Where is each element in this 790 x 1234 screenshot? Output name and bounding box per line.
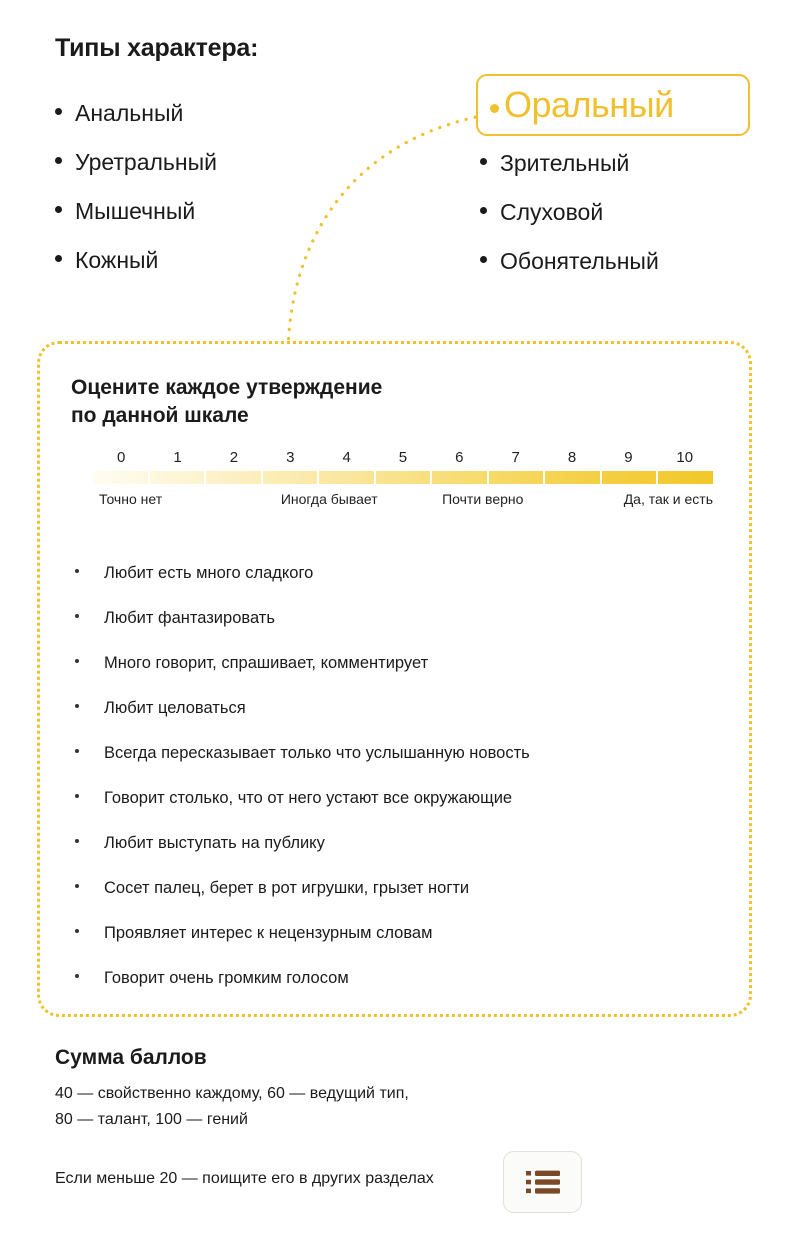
- bullet-dot-icon: [75, 659, 79, 663]
- bullet-dot-icon: [480, 158, 487, 165]
- bullet-dot-icon: [75, 884, 79, 888]
- quiz-instruction-line1: Оцените каждое утверждение: [71, 376, 383, 399]
- quiz-instruction: [71, 374, 382, 431]
- character-types-left-column: [55, 100, 217, 296]
- statement-text: Любит целоваться: [104, 699, 246, 717]
- scale-segment[interactable]: [602, 471, 659, 484]
- score-summary-title: Сумма баллов: [55, 1046, 207, 1069]
- page-title: Типы характера:: [55, 34, 259, 62]
- bullet-dot-icon: [75, 569, 79, 573]
- type-label: Кожный: [75, 247, 159, 273]
- scale-segment[interactable]: [489, 471, 546, 484]
- bullet-dot-icon: [55, 206, 62, 213]
- statement-text: Любит фантазировать: [104, 609, 275, 627]
- statement-text: Проявляет интерес к нецензурным словам: [104, 924, 433, 942]
- type-item-sluhovoy[interactable]: [480, 199, 659, 226]
- statement-text: Говорит очень громким голосом: [104, 969, 349, 987]
- statement-item[interactable]: [70, 789, 729, 834]
- type-label-oralny: Оральный: [504, 84, 674, 125]
- statement-text: Любит есть много сладкого: [104, 564, 314, 582]
- scale-number: 10: [676, 449, 694, 466]
- bullet-dot-icon: [75, 704, 79, 708]
- type-item-uretralny[interactable]: [55, 149, 217, 176]
- scale-number: 4: [342, 449, 351, 466]
- scale-segment[interactable]: [206, 471, 263, 484]
- bullet-dot-icon: [75, 614, 79, 618]
- bullet-dot-icon: [490, 104, 499, 113]
- type-item-obonyatelny[interactable]: [480, 248, 659, 275]
- scale-number: 6: [455, 449, 464, 466]
- statement-text: Много говорит, спрашивает, комментирует: [104, 654, 429, 672]
- bullet-dot-icon: [75, 839, 79, 843]
- score-summary-text: [55, 1081, 409, 1132]
- rating-scale-numbers: [93, 449, 713, 466]
- bullet-dot-icon: [75, 929, 79, 933]
- type-item-oralny-selected[interactable]: [476, 74, 750, 136]
- character-types-right-column: [480, 150, 659, 297]
- rating-scale: [93, 449, 713, 507]
- type-item-zritelny[interactable]: [480, 150, 659, 177]
- scale-segment[interactable]: [658, 471, 713, 484]
- statement-text: Любит выступать на публику: [104, 834, 325, 852]
- bullet-dot-icon: [55, 157, 62, 164]
- scale-number: 8: [567, 449, 577, 466]
- type-item-analny[interactable]: [55, 100, 217, 127]
- statement-item[interactable]: [70, 834, 729, 879]
- scale-number: 3: [286, 449, 295, 466]
- scale-number: 2: [229, 449, 239, 466]
- bullet-dot-icon: [55, 108, 62, 115]
- statement-text: Всегда пересказывает только что услышанную новость: [104, 744, 530, 762]
- rating-scale-bar[interactable]: [93, 471, 713, 484]
- rating-scale-labels: [93, 491, 713, 507]
- scale-segment[interactable]: [150, 471, 207, 484]
- statement-item[interactable]: [70, 609, 729, 654]
- scale-segment[interactable]: [376, 471, 433, 484]
- low-score-hint: Если меньше 20 — поищите его в других разделах: [55, 1170, 434, 1187]
- type-item-myshechny[interactable]: [55, 198, 217, 225]
- score-summary-line2: 80 — талант, 100 — гений: [55, 1110, 248, 1128]
- scale-segment[interactable]: [319, 471, 376, 484]
- scale-segment[interactable]: [545, 471, 602, 484]
- list-icon: [526, 1169, 560, 1195]
- statement-item[interactable]: [70, 654, 729, 699]
- sections-list-button[interactable]: [503, 1151, 582, 1213]
- scale-number: 7: [511, 449, 520, 466]
- statement-item[interactable]: [70, 924, 729, 969]
- statement-item[interactable]: [70, 699, 729, 744]
- bullet-dot-icon: [75, 974, 79, 978]
- bullet-dot-icon: [75, 749, 79, 753]
- statement-list: [70, 564, 729, 1014]
- statement-text: Говорит столько, что от него устают все окружающие: [104, 789, 513, 807]
- type-item-kozhny[interactable]: [55, 247, 217, 274]
- statement-item[interactable]: [70, 879, 729, 924]
- statement-item[interactable]: [70, 564, 729, 609]
- scale-segment[interactable]: [93, 471, 150, 484]
- scale-label: Да, так и есть: [623, 491, 713, 507]
- scale-label: Иногда бывает: [280, 491, 378, 507]
- bullet-dot-icon: [480, 256, 487, 263]
- scale-label: Почти верно: [442, 491, 524, 507]
- statement-item[interactable]: [70, 744, 729, 789]
- type-label: Уретральный: [75, 149, 217, 175]
- scale-number: 1: [173, 449, 182, 466]
- type-label: Анальный: [75, 100, 184, 126]
- scale-segment[interactable]: [432, 471, 489, 484]
- quiz-card: [37, 341, 752, 1017]
- type-label: Обонятельный: [500, 248, 659, 274]
- type-label: Слуховой: [500, 199, 604, 225]
- bullet-dot-icon: [55, 255, 62, 262]
- scale-number: 9: [624, 449, 633, 466]
- type-label: Зрительный: [500, 150, 630, 176]
- statement-item[interactable]: [70, 969, 729, 1014]
- score-summary-line1: 40 — свойственно каждому, 60 — ведущий тип,: [55, 1085, 409, 1102]
- quiz-instruction-line2: по данной шкале: [71, 404, 249, 428]
- type-label: Мышечный: [75, 198, 196, 224]
- scale-segment[interactable]: [263, 471, 320, 484]
- scale-number: 5: [398, 449, 408, 466]
- scale-number: 0: [117, 449, 126, 466]
- connector-curve: [270, 95, 500, 360]
- bullet-dot-icon: [480, 207, 487, 214]
- bullet-dot-icon: [75, 794, 79, 798]
- scale-label: Точно нет: [99, 491, 163, 507]
- statement-text: Сосет палец, берет в рот игрушки, грызет ногти: [104, 879, 470, 897]
